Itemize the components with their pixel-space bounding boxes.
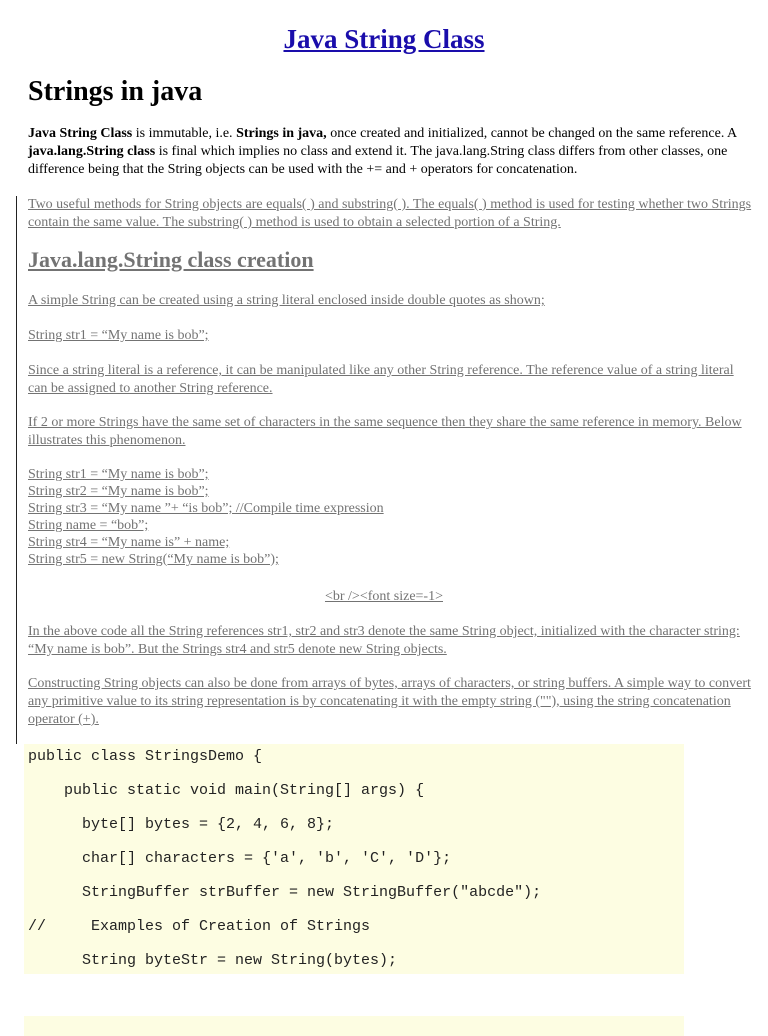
intro-text-1: is immutable, i.e. <box>132 126 237 141</box>
code-block <box>24 744 684 974</box>
string-example-line: String str5 = new String(“My name is bob”); <box>28 552 279 567</box>
section-paragraph-1: A simple String can be created using a string literal enclosed inside double quotes as shown; <box>28 293 545 308</box>
page-title-wrap <box>0 24 768 55</box>
intro-paragraph <box>28 125 752 179</box>
methods-paragraph: Two useful methods for String objects are equals( ) and substring( ). The equals( ) method is used for testing whether two Strings contain the same value. The substring( ) method is used to obtain a selected portion of a String. <box>28 197 752 230</box>
intro-text-2: once created and initialized, cannot be changed on the same reference. A <box>326 126 737 141</box>
string-examples <box>28 466 752 568</box>
intro-bold-1: Java String Class <box>28 126 133 141</box>
section-paragraph-5: In the above code all the String references str1, str2 and str3 denote the same String object, initialized with the character string: “My name is bob”. But the Strings str4 and str5 denote new String objects. <box>28 624 740 657</box>
string-example-line: String str3 = “My name ”+ “is bob”; //Compile time expression <box>28 501 384 516</box>
string-example-line: String name = “bob”; <box>28 518 149 533</box>
code-line: char[] characters = {'a', 'b', 'C', 'D'}; <box>28 850 452 867</box>
code-line: StringBuffer strBuffer = new StringBuffer("abcde"); <box>28 884 542 901</box>
intro-bold-3: java.lang.String class <box>28 144 156 159</box>
page-title-link[interactable]: Java String Class <box>283 24 485 54</box>
section-paragraph-3: Since a string literal is a reference, it can be manipulated like any other String reference. The reference value of a string literal can be assigned to another String reference. <box>28 363 734 396</box>
page-heading: Strings in java <box>28 76 203 107</box>
code-line: // Examples of Creation of Strings <box>28 918 371 935</box>
code-line: String byteStr = new String(bytes); <box>28 952 398 969</box>
intro-text-3: is final which implies no class and extend it. The java.lang.String class differs from other classes, one difference being that the String objects can be used with the += and + operators for concatenation. <box>28 144 728 177</box>
section-paragraph-2: String str1 = “My name is bob”; <box>28 328 209 343</box>
string-example-line: String str1 = “My name is bob”; <box>28 467 209 482</box>
code-line: byte[] bytes = {2, 4, 6, 8}; <box>28 816 335 833</box>
code-block-continued <box>24 1016 684 1036</box>
string-example-line: String str4 = “My name is” + name; <box>28 535 230 550</box>
section-paragraph-6: Constructing String objects can also be done from arrays of bytes, arrays of characters, or string buffers. A simple way to convert any primitive value to its string representation is by concatenating it with the empty string (""), using the string concatenation operator (+). <box>28 676 751 727</box>
string-example-line: String str2 = “My name is bob”; <box>28 484 209 499</box>
section-heading: Java.lang.String class creation <box>28 247 314 272</box>
code-line: public static void main(String[] args) { <box>28 782 425 799</box>
raw-html-tag-text: <br /><font size=-1> <box>324 589 443 604</box>
section-paragraph-4: If 2 or more Strings have the same set of characters in the same sequence then they share the same reference in memory. Below illustrates this phenomenon. <box>28 415 742 448</box>
left-margin-rule <box>16 196 17 744</box>
code-line: public class StringsDemo { <box>28 748 263 765</box>
intro-bold-2: Strings in java, <box>236 126 327 141</box>
